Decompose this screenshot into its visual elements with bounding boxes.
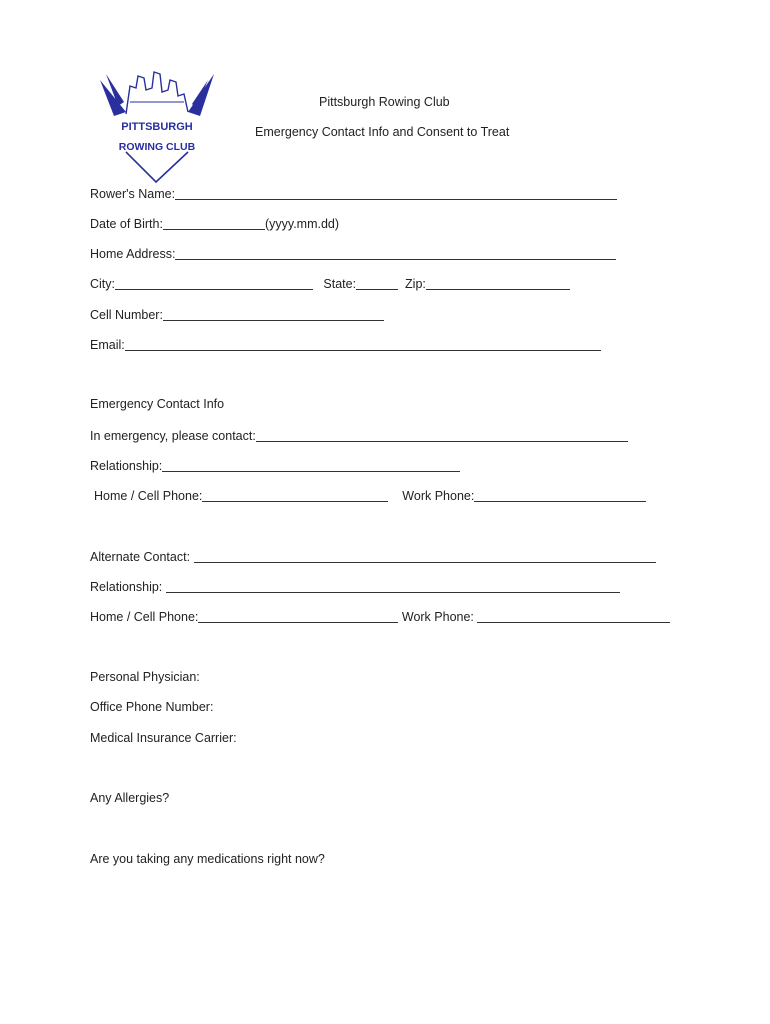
- org-name: Pittsburgh Rowing Club: [319, 95, 450, 109]
- cell-number-label: Cell Number:: [90, 308, 163, 322]
- rower-name-field[interactable]: [175, 187, 617, 200]
- emergency-relationship-row: [90, 459, 460, 473]
- home-address-row: [90, 247, 616, 261]
- state-field[interactable]: [356, 277, 398, 290]
- email-row: [90, 338, 601, 352]
- physician-label: Personal Physician:: [90, 670, 200, 684]
- insurance-label: Medical Insurance Carrier:: [90, 731, 237, 745]
- home-address-label: Home Address:: [90, 247, 176, 261]
- emergency-contact-field[interactable]: [256, 429, 628, 442]
- rower-name-label: Rower's Name:: [90, 187, 176, 201]
- emergency-relationship-field[interactable]: [162, 459, 460, 472]
- logo-text-line1: PITTSBURGH: [121, 121, 193, 133]
- alternate-work-phone-label: Work Phone:: [401, 610, 478, 624]
- medications-label: Are you taking any medications right now?: [90, 852, 325, 866]
- emergency-contact-label: In emergency, please contact:: [90, 429, 256, 443]
- emergency-phone-row: [94, 489, 646, 503]
- alternate-contact-field[interactable]: [194, 550, 656, 563]
- alternate-home-phone-label: Home / Cell Phone:: [90, 610, 199, 624]
- emergency-work-phone-field[interactable]: [474, 489, 646, 502]
- club-logo: [96, 66, 218, 186]
- alternate-contact-row: [90, 550, 656, 564]
- cell-number-row: [90, 308, 384, 322]
- alternate-relationship-row: [90, 580, 620, 594]
- emergency-section-title: Emergency Contact Info: [90, 397, 225, 411]
- form-title: Emergency Contact Info and Consent to Treat: [255, 125, 510, 139]
- city-label: City:: [90, 277, 115, 291]
- dob-row: [90, 217, 339, 231]
- state-label: State:: [323, 277, 357, 291]
- dob-format: (yyyy.mm.dd): [264, 217, 340, 231]
- zip-field[interactable]: [426, 277, 570, 290]
- allergies-label: Any Allergies?: [90, 791, 170, 805]
- emergency-contact-row: [90, 429, 628, 443]
- rower-name-row: [90, 187, 617, 201]
- office-phone-label: Office Phone Number:: [90, 700, 214, 714]
- alternate-work-phone-field[interactable]: [477, 610, 670, 623]
- dob-field[interactable]: [163, 217, 265, 230]
- zip-label: Zip:: [405, 277, 426, 291]
- city-field[interactable]: [115, 277, 313, 290]
- alternate-contact-label: Alternate Contact:: [90, 550, 194, 564]
- emergency-home-phone-field[interactable]: [202, 489, 388, 502]
- dob-label: Date of Birth:: [90, 217, 163, 231]
- alternate-relationship-label: Relationship:: [90, 580, 166, 594]
- alternate-relationship-field[interactable]: [166, 580, 620, 593]
- email-field[interactable]: [125, 338, 601, 351]
- home-address-field[interactable]: [175, 247, 616, 260]
- cell-number-field[interactable]: [163, 308, 384, 321]
- logo-text-line2: ROWING CLUB: [118, 141, 196, 153]
- alternate-home-phone-field[interactable]: [198, 610, 398, 623]
- emergency-home-phone-label: Home / Cell Phone:: [94, 489, 203, 503]
- city-state-zip-row: [90, 277, 570, 291]
- emergency-work-phone-label: Work Phone:: [402, 489, 475, 503]
- email-label: Email:: [90, 338, 125, 352]
- alternate-phone-row: [90, 610, 670, 624]
- emergency-relationship-label: Relationship:: [90, 459, 163, 473]
